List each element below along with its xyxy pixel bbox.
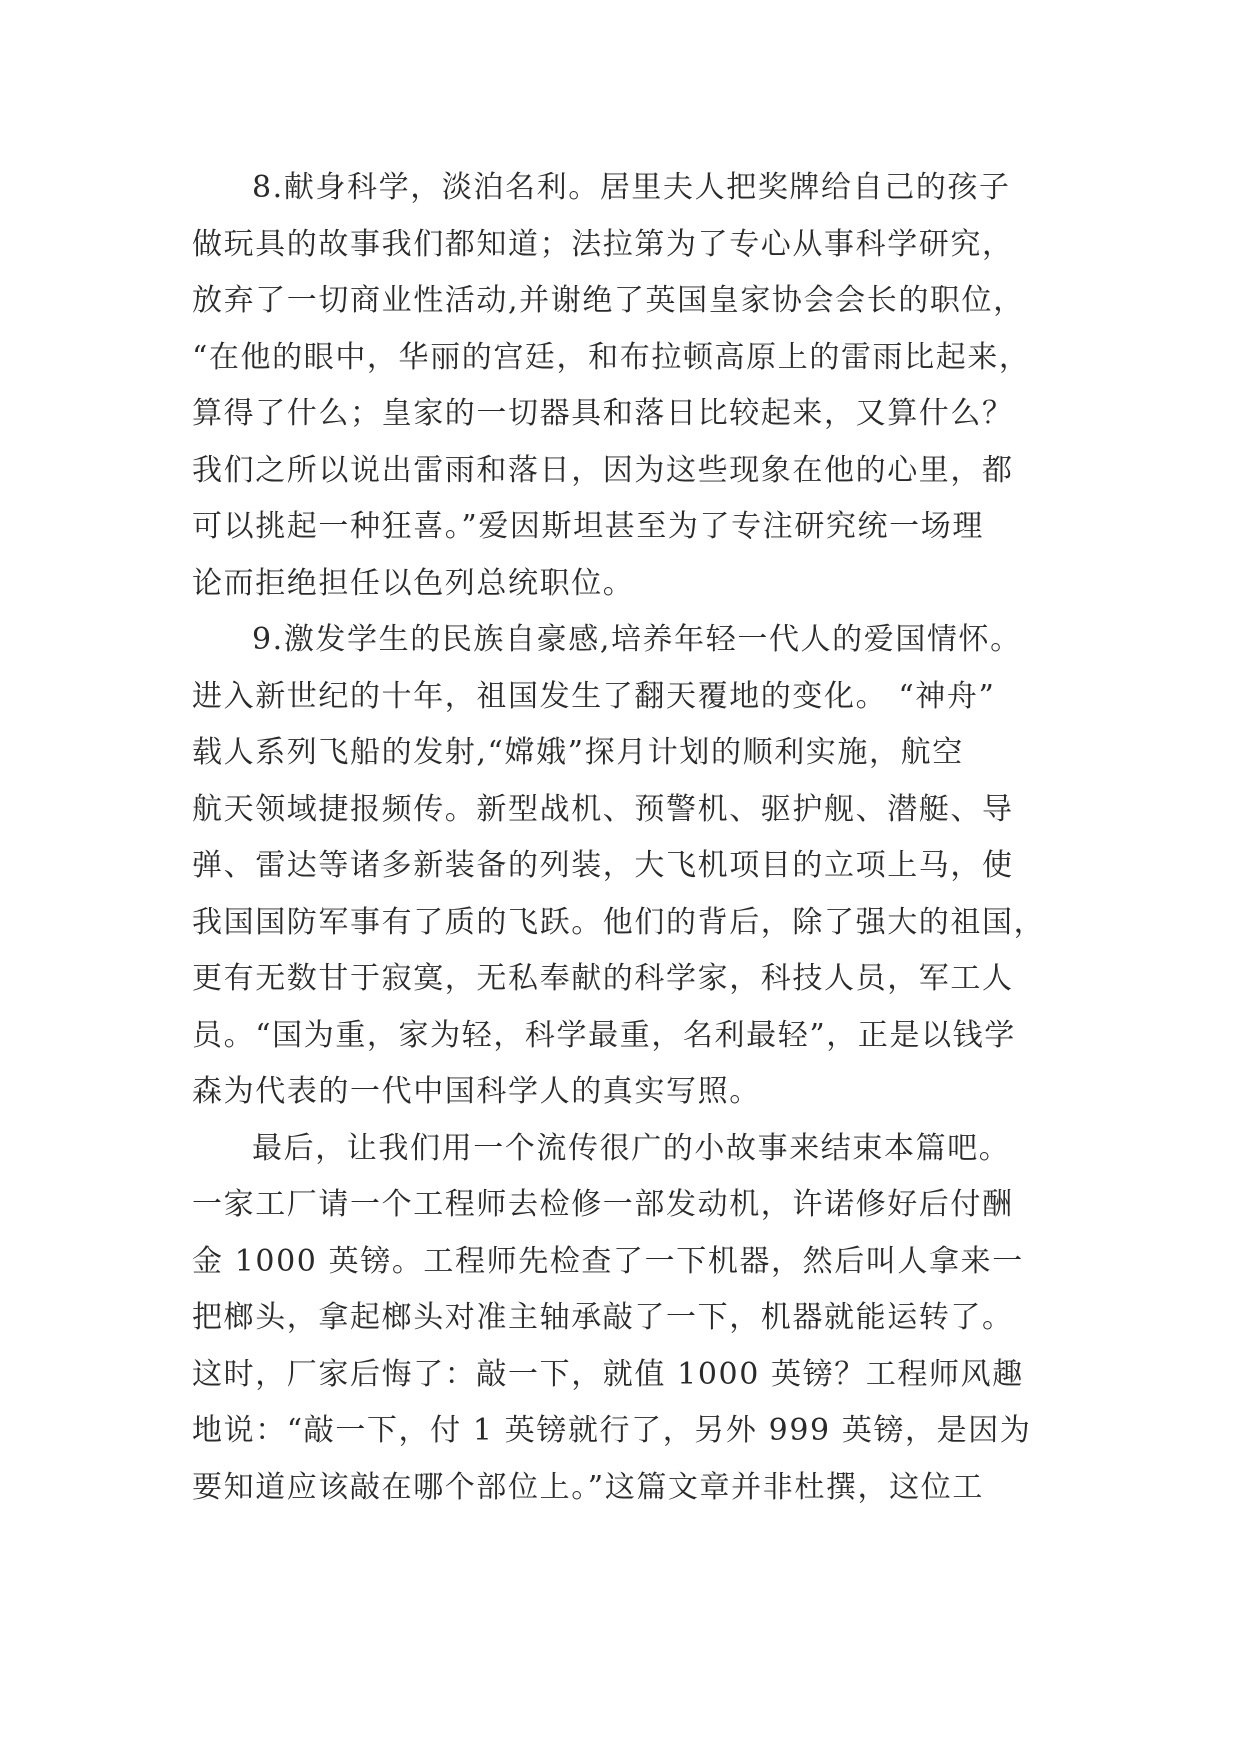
paragraph-line: 放弃了一切商业性活动,并谢绝了英国皇家协会会长的职位， [192, 283, 1025, 318]
paragraph-line: 一家工厂请一个工程师去检修一部发动机，许诺修好后付酬 [192, 1187, 1014, 1222]
paragraph-line: 把榔头，拿起榔头对准主轴承敲了一下，机器就能运转了。 [192, 1300, 1014, 1335]
paragraph-line: “在他的眼中，华丽的宫廷，和布拉顿高原上的雷雨比起来， [192, 339, 1031, 375]
paragraph-line: 航天领域捷报频传。新型战机、预警机、驱护舰、潜艇、导 [192, 791, 1014, 827]
paragraph-line: 我国国防军事有了质的飞跃。他们的背后，除了强大的祖国， [192, 904, 1046, 940]
paragraph-line: 森为代表的一代中国科学人的真实写照。 [192, 1074, 761, 1109]
paragraph-line: 员。“国为重，家为轻，科学最重，名利最轻”，正是以钱学 [192, 1017, 1016, 1053]
paragraph-line: 要知道应该敲在哪个部位上。”这篇文章并非杜撰，这位工 [192, 1469, 984, 1505]
paragraph-line: 弹、雷达等诸多新装备的列装，大飞机项目的立项上马，使 [192, 848, 1014, 883]
body-text [192, 160, 1052, 1516]
paragraph-line: 金 1000 英镑。工程师先检查了一下机器，然后叫人拿来一 [192, 1243, 1024, 1279]
paragraph-line: 算得了什么；皇家的一切器具和落日比较起来，又算什么？ [192, 396, 1014, 431]
paragraph-line: 载人系列飞船的发射,“嫦娥”探月计划的顺利实施，航空 [192, 735, 964, 770]
paragraph-line: 9.激发学生的民族自豪感,培养年轻一代人的爱国情怀。 [252, 622, 1022, 657]
paragraph-line: 进入新世纪的十年，祖国发生了翻天覆地的变化。 “神舟” [192, 678, 996, 714]
paragraph-line: 我们之所以说出雷雨和落日，因为这些现象在他的心里，都 [192, 452, 1014, 488]
paragraph-line: 更有无数甘于寂寞，无私奉献的科学家，科技人员，军工人 [192, 961, 1014, 996]
paragraph-line: 做玩具的故事我们都知道；法拉第为了专心从事科学研究， [192, 226, 1014, 262]
paragraph-line: 可以挑起一种狂喜。”爱因斯坦甚至为了专注研究统一场理 [192, 509, 984, 544]
paragraph-line: 这时，厂家后悔了：敲一下，就值 1000 英镑？工程师风趣 [192, 1356, 1024, 1392]
paragraph-line: 最后，让我们用一个流传很广的小故事来结束本篇吧。 [252, 1130, 1011, 1166]
paragraph-line: 8.献身科学，淡泊名利。居里夫人把奖牌给自己的孩子 [252, 170, 1011, 205]
paragraph-line: 论而拒绝担任以色列总统职位。 [192, 565, 635, 601]
paragraph-line: 地说：“敲一下，付 1 英镑就行了，另外 999 英镑，是因为 [192, 1413, 1032, 1448]
